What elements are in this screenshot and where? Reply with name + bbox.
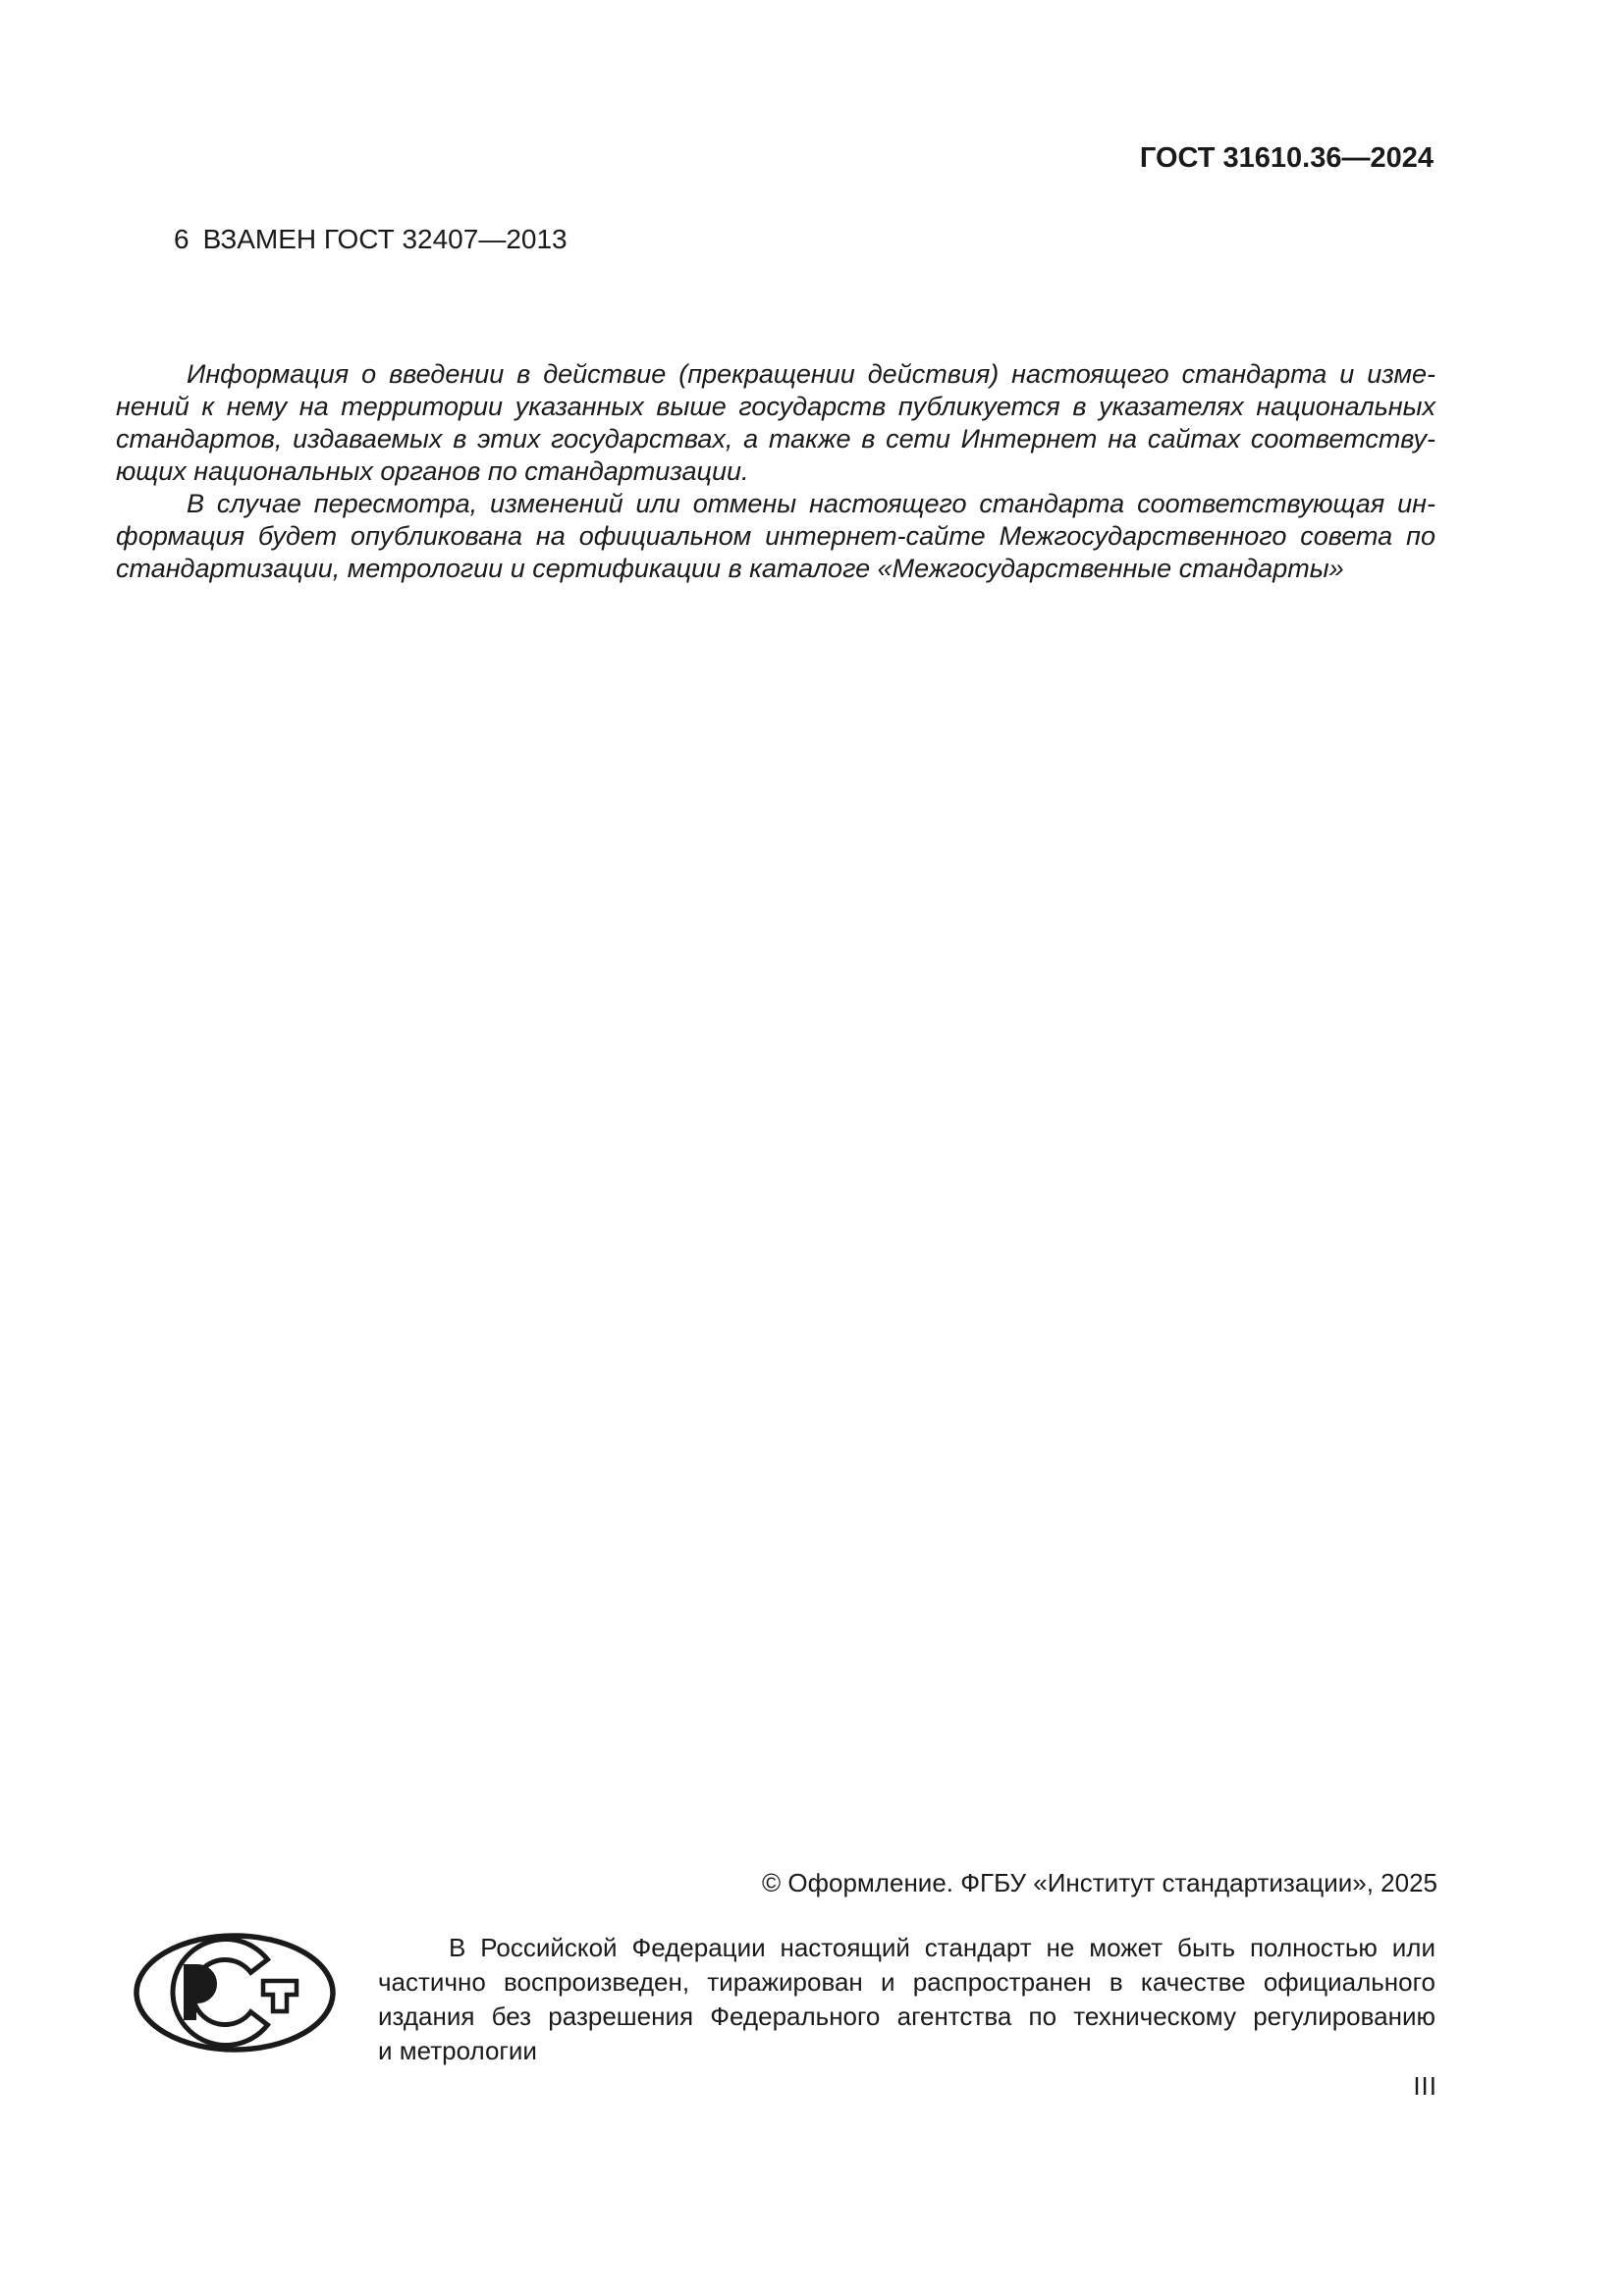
info-paragraph-line: ющих национальных органов по стандартизации. [116,456,749,486]
rst-logo [133,1932,337,2054]
info-paragraph-line: Информация о введении в действие (прекращении действия) настоящего стандарта и изме- [187,359,1435,389]
info-paragraph-line: В случае пересмотра, изменений или отмены настоящего стандарта соответствующая ин- [187,489,1435,518]
info-paragraph-line: нений к нему на территории указанных выше государств публикуется в указателях национальных [116,392,1435,421]
logo-letter-t [263,1981,297,2011]
foreword-item-text: ВЗАМЕН ГОСТ 32407—2013 [202,224,568,254]
info-paragraph-line: формация будет опубликована на официальном интернет-сайте Межгосударственного совета по [116,521,1435,551]
standard-code-header: ГОСТ 31610.36—2024 [1139,142,1434,174]
foreword-item-6 [174,224,568,255]
info-paragraph-line: стандартизации, метрологии и сертификации в каталоге «Межгосударственные стандарты» [116,554,1344,583]
foreword-item-number: 6 [174,224,189,254]
info-paragraph-line: стандартов, издаваемых в этих государствах, а также в сети Интернет на сайтах соответству- [116,424,1435,454]
availability-info-block [116,358,1435,585]
reproduction-restriction-line: и метрологии [378,2036,537,2065]
reproduction-restriction-block [378,1931,1435,2068]
reproduction-restriction-line: издания без разрешения Федерального агентства по техническому регулированию [378,2002,1435,2031]
reproduction-restriction-line: частично воспроизведен, тиражирован и распространен в качестве официального [378,1967,1435,1997]
copyright-design-line: © Оформление. ФГБУ «Институт стандартизации», 2025 [762,1868,1437,1897]
rst-conformity-mark-icon [133,1932,337,2054]
reproduction-restriction-line: В Российской Федерации настоящий стандарт не может быть полностью или [449,1933,1435,1962]
page-number: III [1413,2071,1437,2101]
